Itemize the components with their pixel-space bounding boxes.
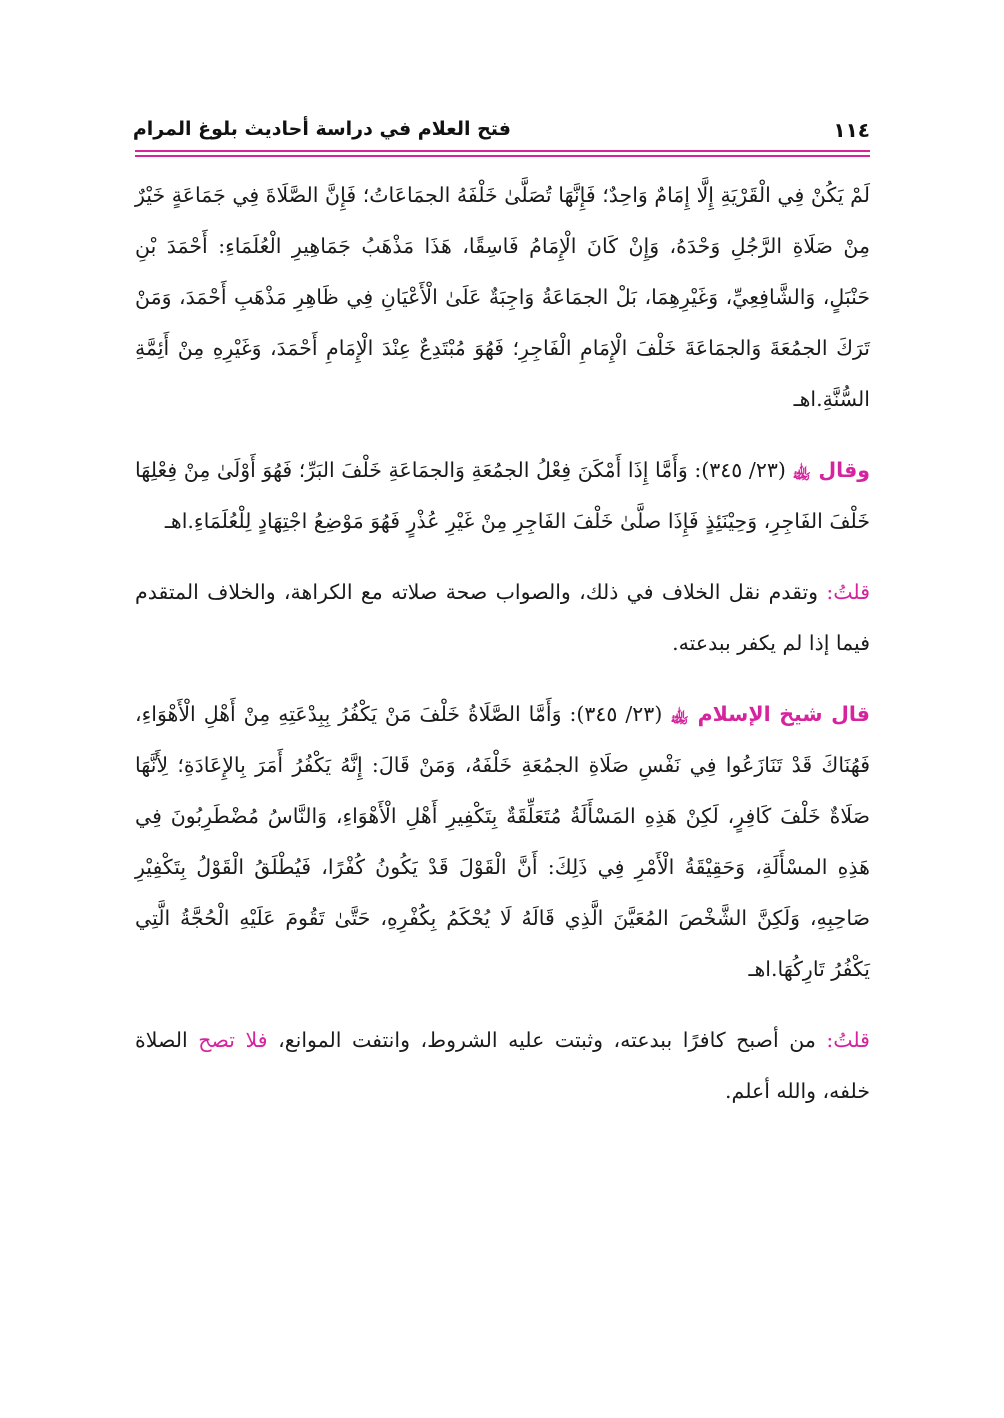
quote-attribution: قال شيخ الإسلام ﵀	[670, 702, 870, 726]
quote-attribution: وقال ﵀	[792, 458, 870, 482]
page-body	[135, 170, 870, 1137]
paragraph-quote-2	[135, 445, 870, 547]
volume-reference: (٢٣/ ٣٤٥):	[687, 458, 793, 482]
paragraph-text: وتقدم نقل الخلاف في ذلك، والصواب صحة صلاته مع الكراهة، والخلاف المتقدم فيما إذا لم يكفر ببدعته.	[135, 580, 870, 655]
paragraph-text: من أصبح كافرًا ببدعته، وثبتت عليه الشروط، وانتفت الموانع،	[267, 1028, 827, 1052]
paragraph-comment-1	[135, 567, 870, 669]
running-header	[132, 112, 870, 152]
paragraph-text: لَمْ يَكُنْ فِي الْقَرْيَةِ إِلَّا إِمَامٌ وَاحِدٌ؛ فَإِنَّهَا تُصَلَّىٰ خَلْفَهُ الجمَاعَاتُ؛ فَإِنَّ الصَّلَاةَ فِي جَمَاعَةٍ خَيْرٌ مِنْ صَلَاةِ الرَّجُلِ وَحْدَهُ، وَإِنْ كَانَ الْإِمَامُ فَاسِقًا، هَذَا مَذْهَبُ جَمَاهِيرِ الْعُلَمَاءِ: أَحْمَدَ بْنِ حَنْبَلٍ، وَالشَّافِعِيِّ، وَغَيْرِهِمَا، بَلْ الجمَاعَةُ وَاجِبَةٌ عَلَىٰ الْأَعْيَانِ فِي ظَاهِرِ مَذْهَبِ أَحْمَدَ، وَمَنْ تَرَكَ الجمُعَةَ وَالجمَاعَةَ خَلْفَ الْإِمَامِ الْفَاجِرِ؛ فَهُوَ مُبْتَدِعٌ عِنْدَ الْإِمَامِ أَحْمَدَ، وَغَيْرِهِ مِنْ أَئِمَّةِ السُّنَّةِ.اهـ	[135, 183, 870, 411]
book-title: فتح العلام في دراسة أحاديث بلوغ المرام	[132, 118, 511, 140]
comment-lead: قلتُ:	[826, 1028, 870, 1052]
volume-reference: (٢٣/ ٣٤٥):	[561, 702, 671, 726]
paragraph-text-tail: الصلاة خلفه، والله أعلم.	[135, 1028, 870, 1103]
header-rule-bottom	[135, 155, 870, 157]
paragraph-comment-2	[135, 1015, 870, 1117]
paragraph-quote-3	[135, 689, 870, 995]
page-number: ١١٤	[833, 118, 870, 142]
header-rule-top	[135, 150, 870, 152]
comment-lead: قلتُ:	[826, 580, 870, 604]
paragraph-text: وَأَمَّا إِذَا أَمْكَنَ فِعْلُ الجمُعَةِ وَالجمَاعَةِ خَلْفَ البَرِّ؛ فَهُوَ أَوْلَىٰ مِنْ فِعْلِهَا خَلْفَ الفَاجِرِ، وَحِيْنَئِذٍ فَإِذَا صلَّىٰ خَلْفَ الفَاجِرِ مِنْ غَيْرِ عُذْرٍ فَهُوَ مَوْضِعُ اجْتِهَادٍ لِلْعُلَمَاءِ.اهـ	[135, 458, 870, 533]
highlighted-ruling: فلا تصح	[198, 1028, 268, 1052]
paragraph-quote-continuation	[135, 170, 870, 425]
paragraph-text: وَأَمَّا الصَّلَاةُ خَلْفَ مَنْ يَكْفُرُ بِبِدْعَتِهِ مِنْ أَهْلِ الْأَهْوَاءِ، فَهُنَاكَ قَدْ تَنَازَعُوا فِي نَفْسِ صَلَاةِ الجمُعَةِ خَلْفَهُ، وَمَنْ قَالَ: إِنَّهُ يَكْفُرُ أَمَرَ بِالإِعَادَةِ؛ لِأَنَّهَا صَلَاةٌ خَلْفَ كَافِرٍ، لَكِنْ هَذِهِ المَسْأَلَةُ مُتَعَلِّقَةٌ بِتَكْفِيرِ أَهْلِ الْأَهْوَاءِ، وَالنَّاسُ مُضْطَرِبُونَ فِي هَذِهِ المسْأَلَةِ، وَحَقِيْقَةُ الْأَمْرِ فِي ذَلِكَ: أَنَّ الْقَوْلَ قَدْ يَكُونُ كُفْرًا، فَيُطْلَقُ الْقَوْلُ بِتَكْفِيْرِ صَاحِبِهِ، وَلَكِنَّ الشَّخْصَ المُعَيَّنَ الَّذِي قَالَهُ لَا يُحْكَمُ بِكُفْرِهِ، حَتَّىٰ تَقُومَ عَلَيْهِ الْحُجَّةُ الَّتِي يَكْفُرُ تَارِكُهَا.اهـ	[135, 702, 870, 981]
